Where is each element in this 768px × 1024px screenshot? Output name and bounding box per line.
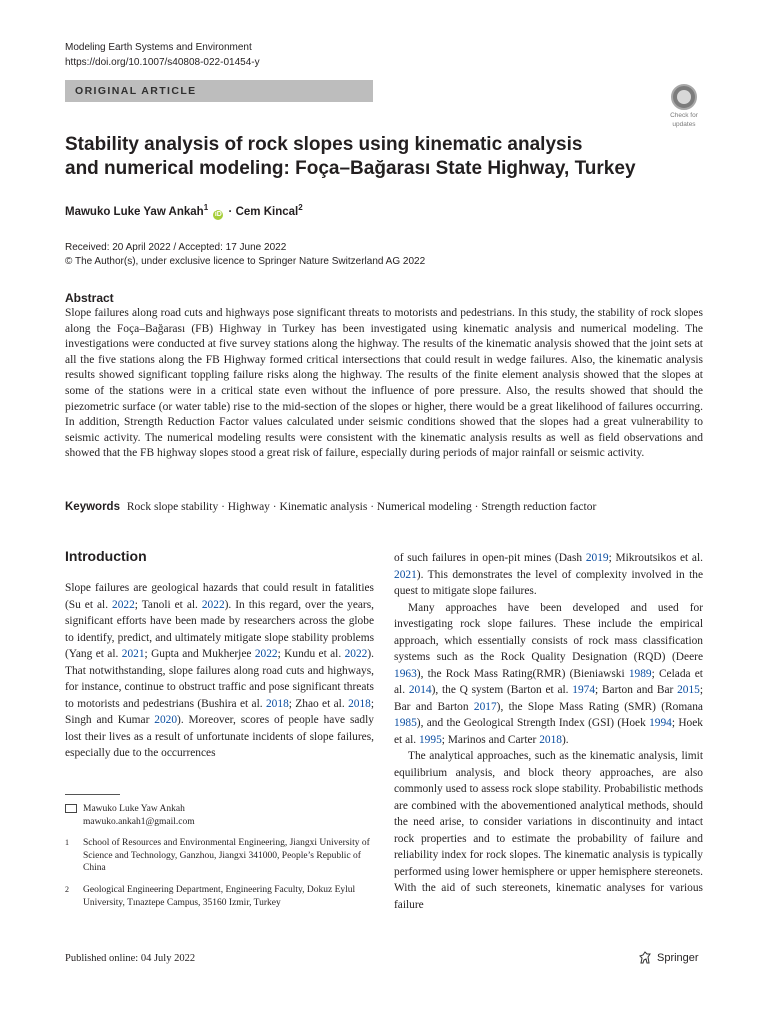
intro-paragraph-1-continued [394,550,703,600]
affiliation-2-mark: 2 [65,884,69,894]
article-title [65,133,665,181]
affiliation-1 [65,837,370,875]
author-list [65,203,303,220]
text-run: ), and the Geological Strength Index (GSI) (Hoek [416,717,650,729]
intro-paragraph-1 [65,580,374,762]
springer-logo [638,951,699,965]
check-for-updates-badge[interactable] [664,84,704,128]
citation-link[interactable]: 2020 [154,714,178,726]
text-run: ). [561,733,569,746]
affiliation-2 [65,884,370,909]
received-accepted: Received: 20 April 2022 / Accepted: 17 June 2022 [65,242,287,253]
check-updates-icon [671,84,697,110]
right-column [394,550,703,913]
envelope-icon [65,804,77,813]
author-separator: · [228,205,233,218]
text-run: ). Moreover, scores of people have sadly lost their lives as a result of unfortunate incidents of slope failures, especially due to the occurrences [65,714,374,759]
journal-header [65,40,260,70]
text-run: ; Mikroutsikos et al. [608,552,703,564]
text-run: ; Tanoli et al. [134,598,202,611]
keywords [65,501,705,513]
citation-link[interactable]: 2014 [408,684,432,696]
text-run: ). That notwithstanding, slope failures along road cuts and highways, for instance, continue to obstruct traffic and pose significant threats to motorists and pedestrians (Bushira et al. [65,648,375,710]
title-line-2: and numerical modeling: Foça–Bağarası State Highway, Turkey [65,158,636,179]
citation-link[interactable]: 2018 [265,697,289,710]
text-run: ). This demonstrates the level of complexity involved in the quest to mitigate slope failures. [394,568,703,597]
citation-link[interactable]: 2022 [112,598,135,611]
title-line-1: Stability analysis of rock slopes using kinematic analysis [65,134,583,155]
citation-link[interactable]: 2021 [121,648,145,660]
abstract-heading: Abstract [65,291,114,305]
springer-horse-icon [638,951,652,965]
citation-link[interactable]: 1989 [628,667,652,680]
citation-link[interactable]: 2022 [344,648,368,660]
citation-link[interactable]: 2022 [201,598,225,611]
affiliation-2-text: Geological Engineering Department, Engineering Faculty, Dokuz Eylul University, Tınaztepe Campus, 35160 Izmir, Turkey [83,884,356,908]
introduction-heading: Introduction [65,548,147,564]
orcid-icon[interactable]: iD [214,210,222,218]
text-run: Many approaches have been developed and used for investigating rock slope failures. These include the empirical approach, which essentially consists of rock mass classification systems such as the Rock Quality Designation (RQD) (Deere [394,601,703,663]
author-2-affiliation: 2 [298,203,303,212]
text-run: ; Hoek et al. [394,717,703,746]
published-online: Published online: 04 July 2022 [65,953,196,964]
contact-footnote [65,803,370,828]
contact-email[interactable]: mawuko.ankah1@gmail.com [83,816,195,827]
keywords-heading: Keywords [65,501,120,513]
text-run: of such failures in open-pit mines (Dash [394,552,586,564]
text-run: ; Singh and Kumar [65,697,375,726]
text-run: ). In this regard, over the years, significant efforts have been made by researchers across the globe to identify, predict, and ultimately mitigate slope stability problems (Yang et al. [65,598,374,660]
intro-paragraph-3: The analytical approaches, such as the kinematic analysis, limit equilibrium analysis, and block theory approaches, are also commonly used to assess rock slope stability. Probabilistic methods are combined with the abovementioned analytical methods, should the need arise, to consider variations in discontinuity and intact rock properties and to estimate the probability of failure and reliability index for rock slopes. The kinematic analysis is typically performed using lower hemisphere or upper hemisphere stereonets. With the aid of such stereonets, kinematic analyses for various failure [394,750,703,911]
text-run: ; Celada et al. [394,667,703,696]
keywords-list: Rock slope stability · Highway · Kinematic analysis · Numerical modeling · Strength reduction factor [126,501,597,513]
text-run: ; Bar and Barton [394,684,704,713]
article-type-banner: ORIGINAL ARTICLE [65,80,373,102]
text-run: ; Marinos and Carter [441,733,540,746]
text-run: ), the Rock Mass Rating(RMR) (Bieniawski [416,667,629,680]
citation-link[interactable]: 1974 [572,684,596,696]
text-run: ), the Q system (Barton et al. [431,684,573,696]
text-run: ; Zhao et al. [288,697,349,710]
text-run: Slope failures are geological hazards that could result in fatalities (Su et al. [65,582,374,611]
citation-link[interactable]: 2017 [473,700,497,713]
citation-link[interactable]: 2022 [254,648,278,660]
journal-name: Modeling Earth Systems and Environment [65,42,252,53]
left-column [65,580,374,762]
citation-link[interactable]: 1963 [394,667,417,680]
article-dates [65,241,425,268]
abstract-text: Slope failures along road cuts and highways pose significant threats to motorists and pedestrians. In this study, the stability of rock slopes along the Foça–Bağarası (FB) Highway in Turkey has been investigated using kinematic analysis and numerical modeling. The investigations were conducted at five survey stations along the highway. The results of the kinematic analysis showed that the joint sets at all the five stations along the FB Highway formed critical intersections that could result in wedge failures. Also, the kinematic analysis results showed significant toppling failure risks along the highway. The results of the finite element analysis showed that the slopes at some of the stations were in a critical state even without the influence of pore pressure. Also, the results showed that should the piezometric surface (or water table) rise to the mid-section of the slopes or higher, there would be a great likelihood of failures occurring. In addition, Strength Reduction Factor values calculated under seismic conditions showed that the slopes had a great vulnerability to seismic activity. The numerical modeling results were consistent with the kinematic analysis results as well as field observations and showed that the FB highway slopes stood a great risk of failure, especially during periods of major rainfall or seismic activity. [65,307,703,460]
author-1[interactable]: Mawuko Luke Yaw Ankah [65,205,204,218]
citation-link[interactable]: 2015 [677,684,700,696]
citation-link[interactable]: 2018 [539,733,562,746]
copyright: © The Author(s), under exclusive licence to Springer Nature Switzerland AG 2022 [65,255,426,267]
footnote-divider [65,794,120,795]
citation-link[interactable]: 1994 [649,717,672,729]
citation-link[interactable]: 2019 [585,552,609,564]
affiliation-1-mark: 1 [65,838,69,848]
footnotes [65,803,370,918]
author-2[interactable]: Cem Kincal [235,205,299,218]
text-run: ; Kundu et al. [277,648,345,660]
text-run: ; Gupta and Mukherjee [144,648,255,660]
citation-link[interactable]: 2018 [348,697,371,710]
check-updates-label-1: Check for [670,112,698,119]
citation-link[interactable]: 1985 [394,717,417,729]
doi-link[interactable]: https://doi.org/10.1007/s40808-022-01454-y [65,57,260,68]
citation-link[interactable]: 1995 [418,733,442,746]
check-updates-label-2: updates [672,121,696,128]
author-1-affiliation: 1 [203,203,209,212]
contact-name: Mawuko Luke Yaw Ankah [83,804,185,814]
affiliation-1-text: School of Resources and Environmental Engineering, Jiangxi University of Science and Technology, Ganzhou, Jiangxi 341000, People’s Republic of China [83,838,370,874]
text-run: ; Barton and Bar [595,684,678,696]
intro-paragraph-2 [394,600,703,749]
text-run: ), the Slope Mass Rating (SMR) (Romana [496,700,703,713]
citation-link[interactable]: 2021 [394,568,417,581]
publisher-name: Springer [657,952,699,964]
